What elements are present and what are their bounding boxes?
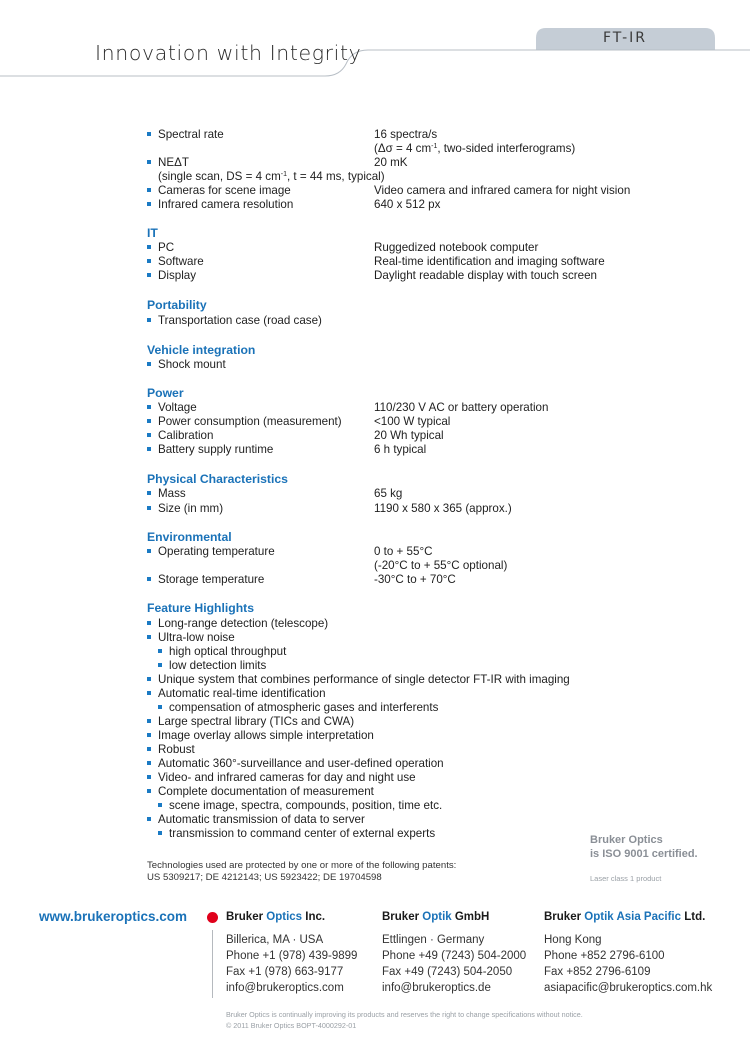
bullet-icon: [147, 160, 151, 164]
bullet-icon: [147, 635, 151, 639]
spec-value: 16 spectra/s: [374, 128, 438, 141]
feature-item: Ultra-low noise: [147, 631, 235, 645]
feature-subitem: low detection limits: [158, 659, 266, 673]
bullet-icon: [147, 621, 151, 625]
company-name-inc: Bruker Optics Inc.: [226, 911, 326, 923]
spec-row: Operating temperature: [147, 545, 275, 559]
feature-item: Unique system that combines performance of single detector FT-IR with imaging: [147, 673, 570, 687]
feature-subitem: transmission to command center of external experts: [158, 827, 435, 841]
website-link[interactable]: www.brukeroptics.com: [39, 909, 188, 924]
company-fax: Fax +852 2796-6109: [544, 966, 651, 978]
bullet-icon: [147, 775, 151, 779]
section-title-power: Power: [147, 386, 184, 400]
bullet-icon: [147, 202, 151, 206]
spec-value: 1190 x 580 x 365 (approx.): [374, 502, 512, 515]
feature-item: Automatic 360°-surveillance and user-defined operation: [147, 757, 444, 771]
spec-row: Storage temperature: [147, 573, 264, 587]
spec-row: NEΔT: [147, 156, 189, 170]
bullet-icon: [147, 491, 151, 495]
bullet-icon: [147, 273, 151, 277]
company-email[interactable]: asiapacific@brukeroptics.com.hk: [544, 982, 713, 994]
bullet-icon: [147, 362, 151, 366]
spec-row: Infrared camera resolution: [147, 198, 293, 212]
feature-subitem: compensation of atmospheric gases and interferents: [158, 701, 438, 715]
bullet-icon: [147, 747, 151, 751]
spec-row: Voltage: [147, 401, 197, 415]
bullet-icon: [158, 663, 162, 667]
section-title-environmental: Environmental: [147, 530, 232, 544]
spec-value: 65 kg: [374, 487, 403, 500]
spec-value: 640 x 512 px: [374, 198, 441, 211]
feature-subitem: high optical throughput: [158, 645, 286, 659]
iso-line-2: is ISO 9001 certified.: [590, 848, 698, 860]
feature-item: Complete documentation of measurement: [147, 785, 374, 799]
company-phone: Phone +49 (7243) 504-2000: [382, 950, 527, 962]
bullet-icon: [147, 419, 151, 423]
feature-item: Automatic real-time identification: [147, 687, 326, 701]
company-phone: Phone +1 (978) 439-9899: [226, 950, 358, 962]
bullet-icon: [158, 649, 162, 653]
section-title-physical: Physical Characteristics: [147, 472, 288, 486]
company-city: Hong Kong: [544, 934, 602, 946]
bullet-icon: [147, 447, 151, 451]
spec-row: Calibration: [147, 429, 213, 443]
company-name-gmbh: Bruker Optik GmbH: [382, 911, 490, 923]
spec-value: 6 h typical: [374, 443, 427, 456]
disclaimer: Bruker Optics is continually improving its products and reserves the right to change specifications without notice.: [226, 1010, 583, 1019]
bullet-icon: [147, 506, 151, 510]
bullet-icon: [147, 405, 151, 409]
spec-row: Shock mount: [147, 358, 226, 372]
bullet-icon: [147, 761, 151, 765]
bullet-icon: [147, 549, 151, 553]
company-fax: Fax +1 (978) 663-9177: [226, 966, 344, 978]
spec-row: Display: [147, 269, 196, 283]
bullet-icon: [147, 318, 151, 322]
bullet-icon: [147, 245, 151, 249]
spec-row: Spectral rate: [147, 128, 224, 142]
spec-value: Ruggedized notebook computer: [374, 241, 539, 254]
laser-class: Laser class 1 product: [590, 874, 662, 883]
product-tab-label: FT-IR: [603, 30, 647, 46]
bullet-icon: [147, 733, 151, 737]
bullet-icon: [147, 677, 151, 681]
feature-item: Image overlay allows simple interpretation: [147, 729, 374, 743]
company-phone: Phone +852 2796-6100: [544, 950, 665, 962]
spec-row: Size (in mm): [147, 502, 223, 516]
spec-value-note: (Δσ = 4 $cm^{-1}$, two-sided interferograms): [374, 142, 576, 155]
spec-row: Transportation case (road case): [147, 314, 322, 328]
spec-row: PC: [147, 241, 174, 255]
company-city: Billerica, MA · USA: [226, 934, 324, 946]
feature-item: Automatic transmission of data to server: [147, 813, 365, 827]
company-email[interactable]: info@brukeroptics.com: [226, 982, 344, 994]
feature-item: Long-range detection (telescope): [147, 617, 328, 631]
spec-row: Software: [147, 255, 204, 269]
bullet-icon: [147, 259, 151, 263]
spec-note: (single scan, DS = 4 $cm^{-1}$, t = 44 ms, typical): [158, 170, 385, 183]
bullet-icon: [147, 691, 151, 695]
spec-row: Power consumption (measurement): [147, 415, 342, 429]
patents: Technologies used are protected by one or more of the following patents: US 5309217; DE 4212143; US 5923422; DE 19704598: [147, 860, 457, 883]
feature-item: Large spectral library (TICs and CWA): [147, 715, 354, 729]
bullet-icon: [147, 789, 151, 793]
spec-value: Video camera and infrared camera for night vision: [374, 184, 631, 197]
spec-value: 20 mK: [374, 156, 408, 169]
spec-value: Real-time identification and imaging software: [374, 255, 605, 268]
spec-value-note: (-20°C to + 55°C optional): [374, 559, 508, 572]
spec-value: -30°C to + 70°C: [374, 573, 456, 586]
spec-row: Battery supply runtime: [147, 443, 273, 457]
spec-row: Mass: [147, 487, 186, 501]
bullet-icon: [147, 188, 151, 192]
iso-line-1: Bruker Optics: [590, 834, 663, 846]
spec-value: 20 Wh typical: [374, 429, 444, 442]
feature-item: Robust: [147, 743, 195, 757]
bullet-icon: [147, 719, 151, 723]
company-email[interactable]: info@brukeroptics.de: [382, 982, 491, 994]
section-title-it: IT: [147, 226, 158, 240]
spec-value: 110/230 V AC or battery operation: [374, 401, 549, 414]
spec-row: Cameras for scene image: [147, 184, 291, 198]
red-dot-icon: [207, 912, 218, 923]
bullet-icon: [158, 831, 162, 835]
feature-item: Video- and infrared cameras for day and night use: [147, 771, 416, 785]
tagline: Innovation with Integrity: [95, 41, 362, 65]
section-title-portability: Portability: [147, 298, 207, 312]
bullet-icon: [147, 433, 151, 437]
bullet-icon: [158, 705, 162, 709]
feature-subitem: scene image, spectra, compounds, position, time etc.: [158, 799, 442, 813]
company-city: Ettlingen · Germany: [382, 934, 485, 946]
bullet-icon: [147, 577, 151, 581]
bullet-icon: [158, 803, 162, 807]
company-fax: Fax +49 (7243) 504-2050: [382, 966, 513, 978]
spec-value: 0 to + 55°C: [374, 545, 433, 558]
spec-value: Daylight readable display with touch screen: [374, 269, 597, 282]
section-title-vehicle: Vehicle integration: [147, 343, 256, 357]
footer-divider: [212, 930, 213, 998]
bullet-icon: [147, 132, 151, 136]
copyright: © 2011 Bruker Optics BOPT-4000292-01: [226, 1021, 357, 1030]
spec-value: <100 W typical: [374, 415, 451, 428]
company-name-asia: Bruker Optik Asia Pacific Ltd.: [544, 911, 706, 923]
section-title-features: Feature Highlights: [147, 601, 254, 615]
bullet-icon: [147, 817, 151, 821]
